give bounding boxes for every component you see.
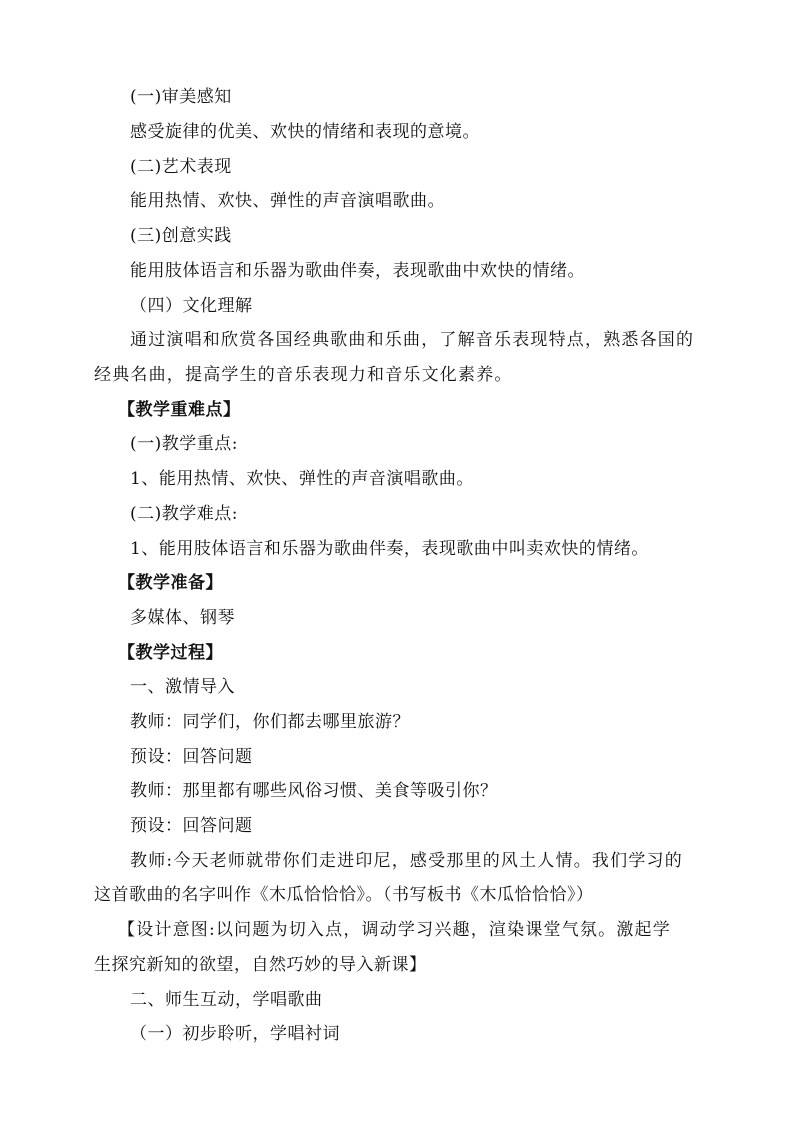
dialogue-line: 预设：回答问题 — [130, 816, 253, 836]
dialogue-line: 教师：那里都有哪些风俗习惯、美食等吸引你？ — [130, 781, 498, 801]
paragraph: 多媒体、钢琴 — [130, 608, 235, 628]
section-heading-process: 【教学过程】 — [118, 643, 223, 663]
subheading-creative-practice: (三)创意实践 — [130, 226, 232, 246]
design-intent-note: 【设计意图:以问题为切入点，调动学习兴趣，渲染课堂气氛。激起学 — [118, 920, 671, 940]
subheading-teaching-focus: (一)教学重点: — [130, 434, 238, 454]
subheading-interaction: 二、师生互动，学唱歌曲 — [130, 990, 323, 1010]
paragraph: 能用肢体语言和乐器为歌曲伴奏，表现歌曲中欢快的情绪。 — [130, 261, 585, 281]
subheading-aesthetic-perception: (一)审美感知 — [130, 87, 232, 107]
subheading-first-listening: （一）初步聆听，学唱衬词 — [130, 1024, 340, 1044]
list-item: 1、能用肢体语言和乐器为歌曲伴奏，表现歌曲中叫卖欢快的情绪。 — [130, 539, 649, 559]
section-heading-key-points: 【教学重难点】 — [118, 400, 241, 420]
subheading-introduction: 一、激情导入 — [130, 677, 235, 697]
section-heading-preparation: 【教学准备】 — [118, 573, 223, 593]
subheading-teaching-difficulty: (二)教学难点: — [130, 504, 238, 524]
paragraph: 这首歌曲的名字叫作《木瓜恰恰恰》。（书写板书《木瓜恰恰恰》） — [94, 885, 594, 905]
paragraph: 经典名曲，提高学生的音乐表现力和音乐文化素养。 — [94, 365, 513, 385]
paragraph: 教师:今天老师就带你们走进印尼，感受那里的风土人情。我们学习的 — [130, 851, 683, 871]
dialogue-line: 预设：回答问题 — [130, 747, 253, 767]
design-intent-note: 生探究新知的欲望，自然巧妙的导入新课】 — [94, 955, 427, 975]
paragraph: 感受旋律的优美、欢快的情绪和表现的意境。 — [130, 122, 480, 142]
list-item: 1、能用热情、欢快、弹性的声音演唱歌曲。 — [130, 469, 474, 489]
subheading-artistic-expression: (二)艺术表现 — [130, 157, 232, 177]
paragraph: 能用热情、欢快、弹性的声音演唱歌曲。 — [130, 191, 445, 211]
paragraph: 通过演唱和欣赏各国经典歌曲和乐曲，了解音乐表现特点，熟悉各国的 — [130, 330, 695, 350]
dialogue-line: 教师：同学们，你们都去哪里旅游？ — [130, 712, 410, 732]
subheading-cultural-understanding: （四）文化理解 — [130, 296, 253, 316]
